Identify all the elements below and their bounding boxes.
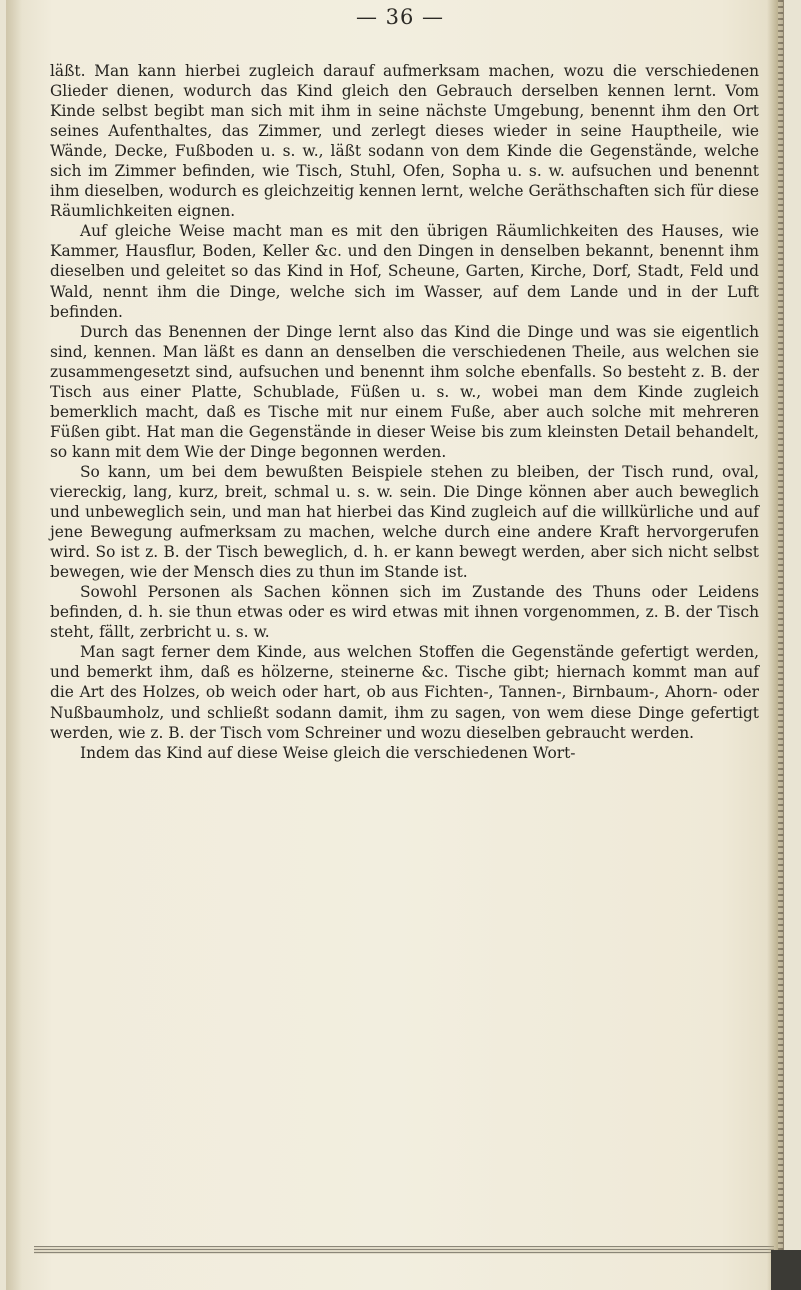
body-text	[50, 61, 759, 763]
paragraph-7: Indem das Kind auf diese Weise gleich die verschiedenen Wort-	[80, 743, 576, 762]
paragraph-6: Man sagt ferner dem Kinde, aus welchen Stoffen die Gegenstände gefertigt werden, und bemerkt ihm, daß es hölzerne, steinerne &c. Tische gibt; hiernach kommt man auf die Art des Holzes, ob weich oder hart, ob aus Fichten-, Tannen-, Birnbaum-, Ahorn- oder Nußbaumholz, und schließt sodann damit, ihm zu sagen, von wem diese Dinge gefertigt werden, wie z. B. der Tisch vom Schreiner und wozu dieselben gebraucht werden.	[50, 643, 759, 742]
paragraph-4: So kann, um bei dem bewußten Beispiele stehen zu bleiben, der Tisch rund, oval, viereckig, lang, kurz, breit, schmal u. s. w. sein. Die Dinge können aber auch beweglich und unbeweglich sein, und man hat hierbei das Kind zugleich auf die willkürliche und auf jene Bewegung aufmerksam zu machen, welche durch eine andere Kraft hervorgerufen wird. So ist z. B. der Tisch beweglich, d. h. er kann bewegt werden, aber sich nicht selbst bewegen, wie der Mensch dies zu thun im Stande ist.	[50, 462, 759, 582]
page-edge-stripes	[778, 0, 783, 1290]
paragraph-5: Sowohl Personen als Sachen können sich im Zustande des Thuns oder Leidens befinden, d. h. sie thun etwas oder es wird etwas mit ihnen vorgenommen, z. B. der Tisch steht, fällt, zerbricht u. s. w.	[50, 583, 759, 642]
binding-shadow	[6, 0, 22, 1290]
paragraph-2: Auf gleiche Weise macht man es mit den übrigen Räumlichkeiten des Hauses, wie Kammer, Hausflur, Boden, Keller &c. und den Dingen in denselben bekannt, benennt ihm dieselben und geleitet so das Kind in Hof, Scheune, Garten, Kirche, Dorf, Stadt, Feld und Wald, nennt ihm die Dinge, welche sich im Wasser, auf dem Lande und in der Luft befinden.	[50, 222, 759, 321]
corner-shadow	[771, 1250, 801, 1290]
page-number: — 36 —	[355, 5, 445, 29]
paragraph-1: läßt. Man kann hierbei zugleich darauf aufmerksam machen, wozu die verschiedenen Glieder dienen, wodurch das Kind gleich den Gebrauch derselben kennen lernt. Vom Kinde selbst begibt man sich mit ihm in seine nächste Umgebung, benennt ihm den Ort seines Aufenthaltes, das Zimmer, und zerlegt dieses wieder in seine Hauptheile, wie Wände, Decke, Fußboden u. s. w., läßt sodann von dem Kinde die Gegenstände, welche sich im Zimmer befinden, wie Tisch, Stuhl, Ofen, Sopha u. s. w. aufsuchen und benennt ihm dieselben, wodurch es gleichzeitig kennen lernt, welche Geräthschaften sich für diese Räumlichkeiten eignen.	[50, 62, 759, 221]
book-page	[6, 0, 784, 1290]
bottom-edge-strip	[34, 1246, 774, 1254]
paragraph-3: Durch das Benennen der Dinge lernt also das Kind die Dinge und was sie eigentlich sind, kennen. Man läßt es dann an denselben die verschiedenen Theile, aus welchen sie zusammengesetzt sind, aufsuchen und benennt ihm solche ebenfalls. So besteht z. B. der Tisch aus einer Platte, Schublade, Füßen u. s. w., wobei man dem Kinde zugleich bemerklich macht, daß es Tische mit nur einem Fuße, aber auch solche mit mehreren Füßen gibt. Hat man die Gegenstände in dieser Weise bis zum kleinsten Detail behandelt, so kann mit dem Wie der Dinge begonnen werden.	[50, 322, 759, 461]
